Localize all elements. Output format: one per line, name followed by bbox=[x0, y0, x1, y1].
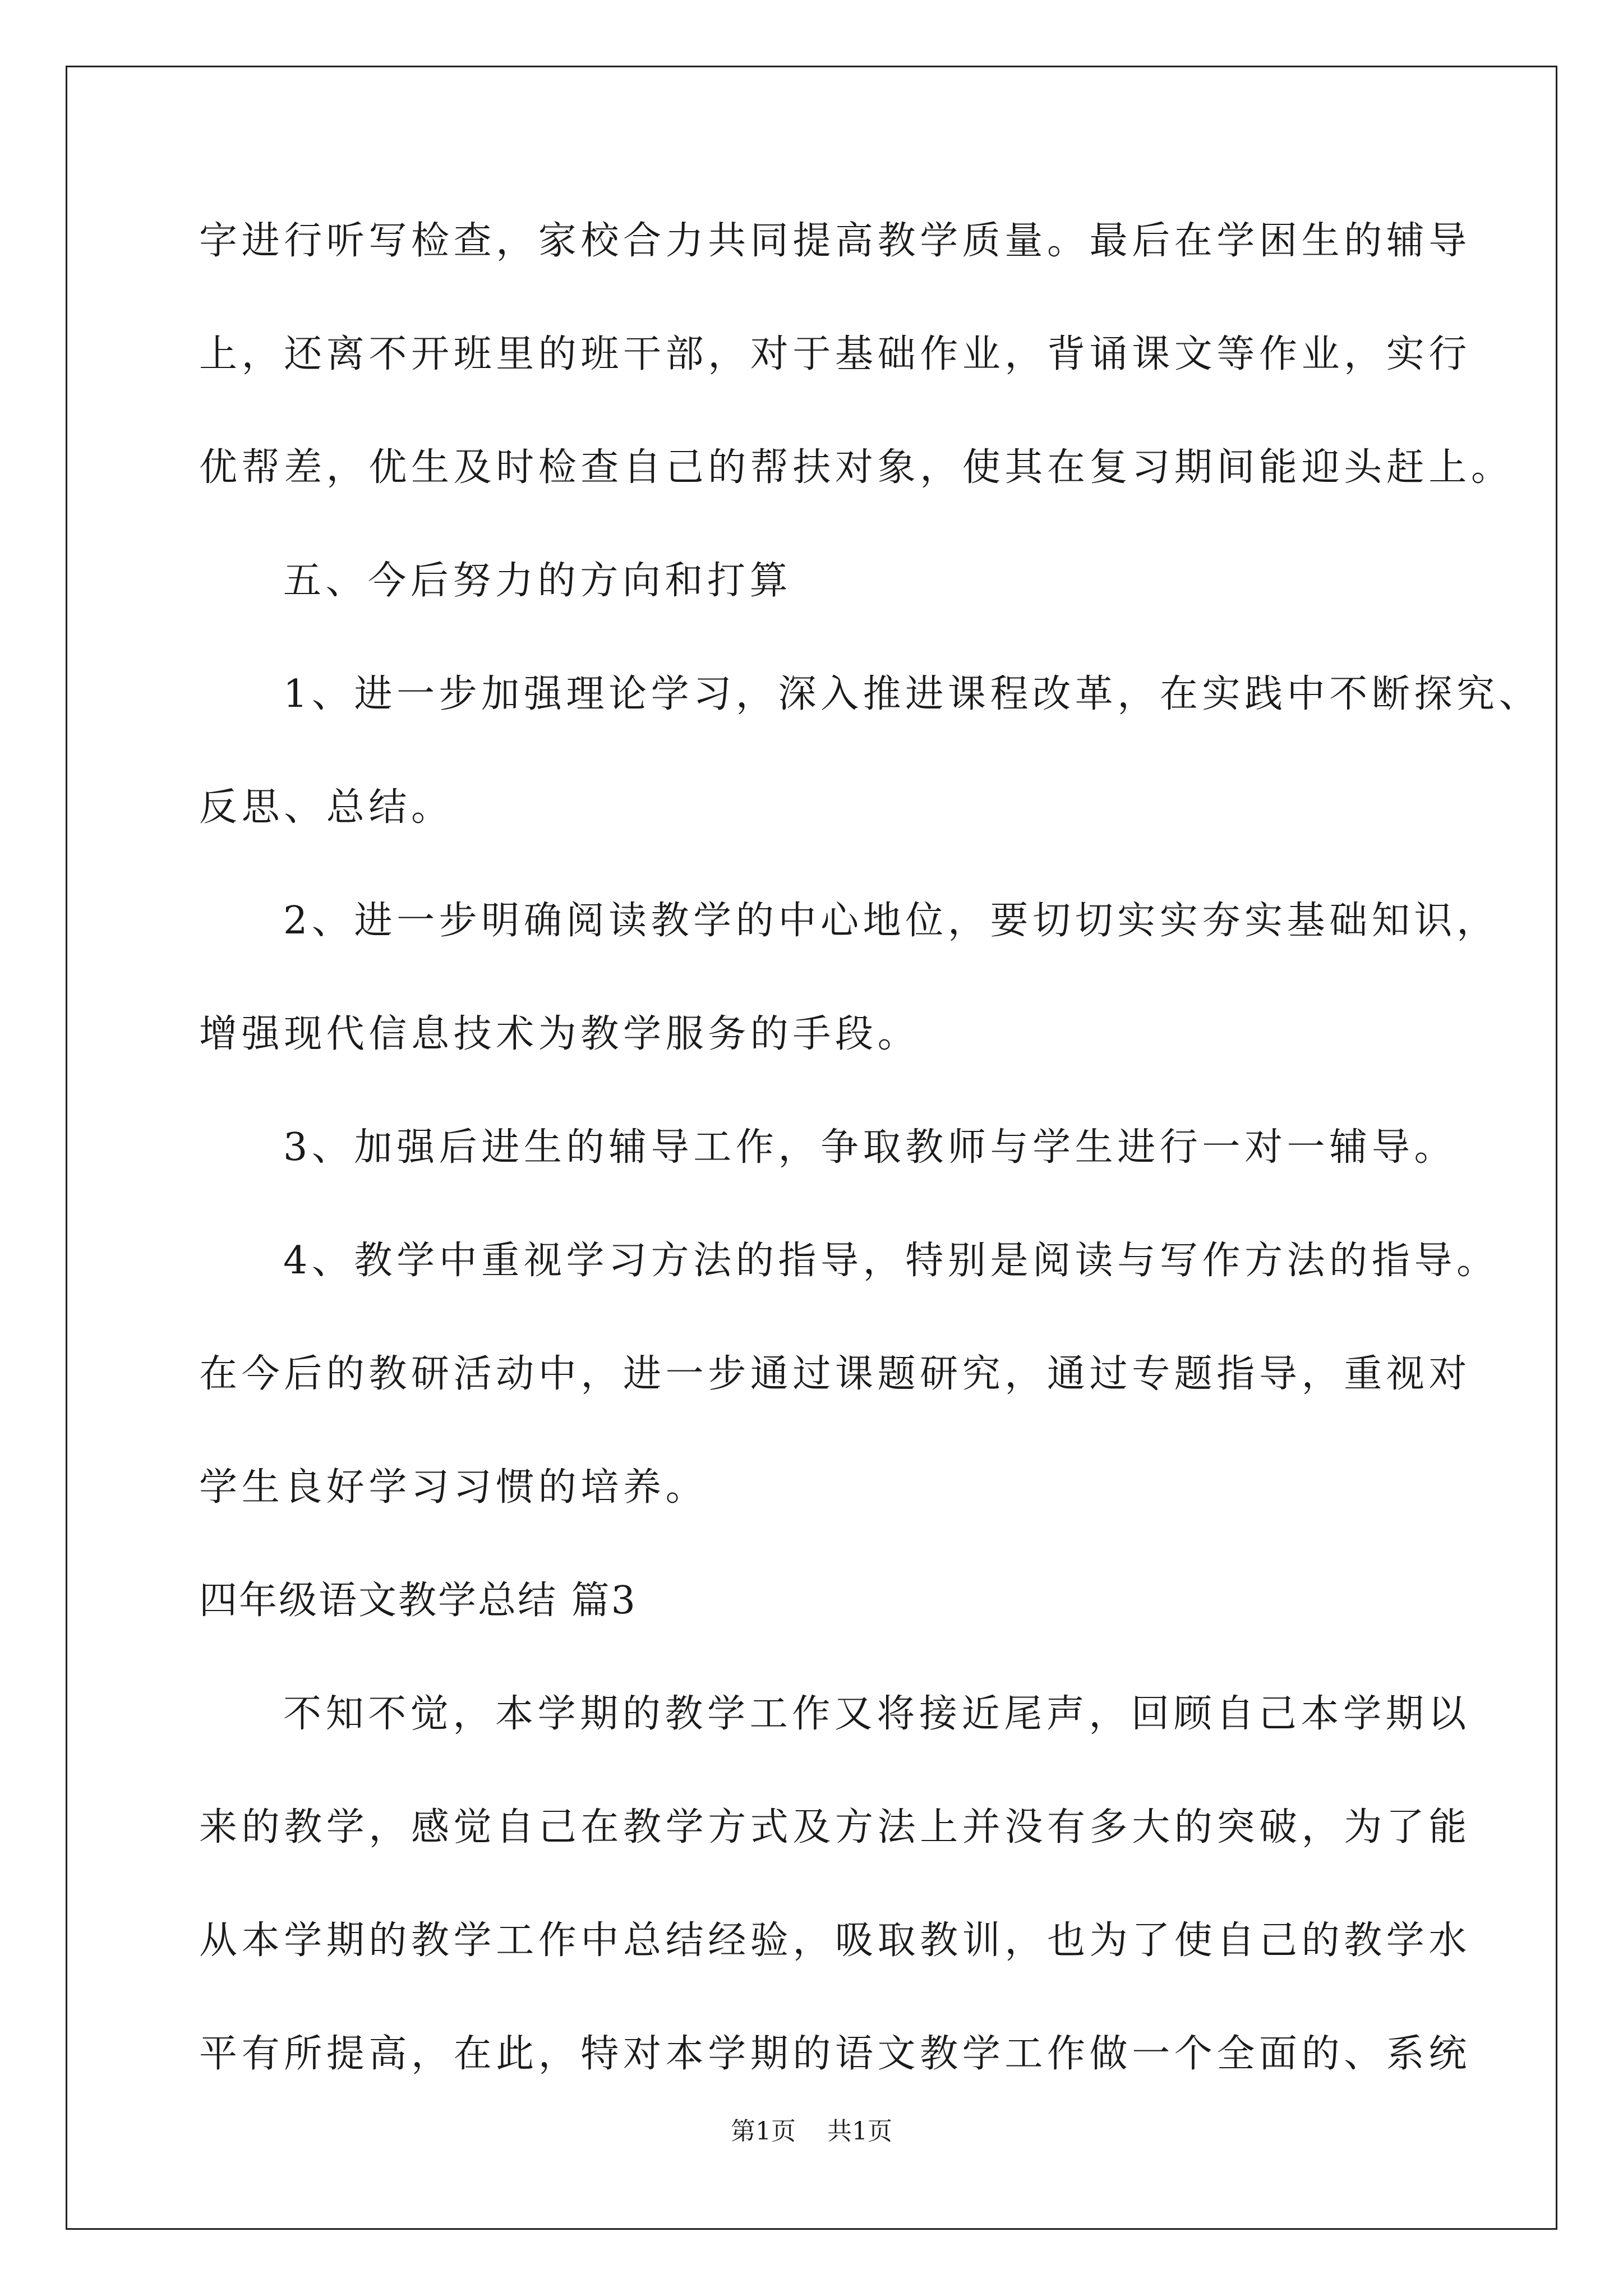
paragraph-line: 反思、总结。 bbox=[199, 785, 454, 830]
paragraph-line: 上，还离不开班里的班干部，对于基础作业，背诵课文等作业，实行 bbox=[199, 332, 1472, 376]
page-total: 共1页 bbox=[827, 2117, 892, 2146]
paragraph-line: 不知不觉，本学期的教学工作又将接近尾声，回顾自己本学期以 bbox=[283, 1692, 1470, 1736]
paragraph-line: 字进行听写检查，家校合力共同提高教学质量。最后在学困生的辅导 bbox=[199, 219, 1472, 263]
document-body bbox=[199, 213, 1542, 2139]
page-footer bbox=[0, 2115, 1623, 2148]
paragraph-line: 平有所提高，在此，特对本学期的语文教学工作做一个全面的、系统 bbox=[199, 2032, 1472, 2076]
paragraph-line: 学生良好学习习惯的培养。 bbox=[199, 1465, 708, 1510]
list-item-3: 3、加强后进生的辅导工作，争取教师与学生进行一对一辅导。 bbox=[283, 1125, 1457, 1170]
list-item-1: 1、进一步加强理论学习，深入推进课程改革，在实践中不断探究、 bbox=[283, 672, 1542, 716]
paragraph-line: 从本学期的教学工作中总结经验，吸取教训，也为了使自己的教学水 bbox=[199, 1918, 1472, 1963]
paragraph-line: 来的教学，感觉自己在教学方式及方法上并没有多大的突破，为了能 bbox=[199, 1805, 1472, 1849]
article-title: 四年级语文教学总结 篇3 bbox=[199, 1579, 637, 1623]
paragraph-line: 优帮差，优生及时检查自己的帮扶对象，使其在复习期间能迎头赶上。 bbox=[199, 445, 1514, 490]
paragraph-line: 在今后的教研活动中，进一步通过课题研究，通过专题指导，重视对 bbox=[199, 1352, 1472, 1396]
section-heading: 五、今后努力的方向和打算 bbox=[283, 559, 792, 603]
page-number: 第1页 bbox=[731, 2117, 796, 2146]
list-item-2: 2、进一步明确阅读教学的中心地位，要切切实实夯实基础知识， bbox=[283, 899, 1499, 943]
list-item-4: 4、教学中重视学习方法的指导，特别是阅读与写作方法的指导。 bbox=[283, 1239, 1499, 1283]
paragraph-line: 增强现代信息技术为教学服务的手段。 bbox=[199, 1012, 920, 1056]
